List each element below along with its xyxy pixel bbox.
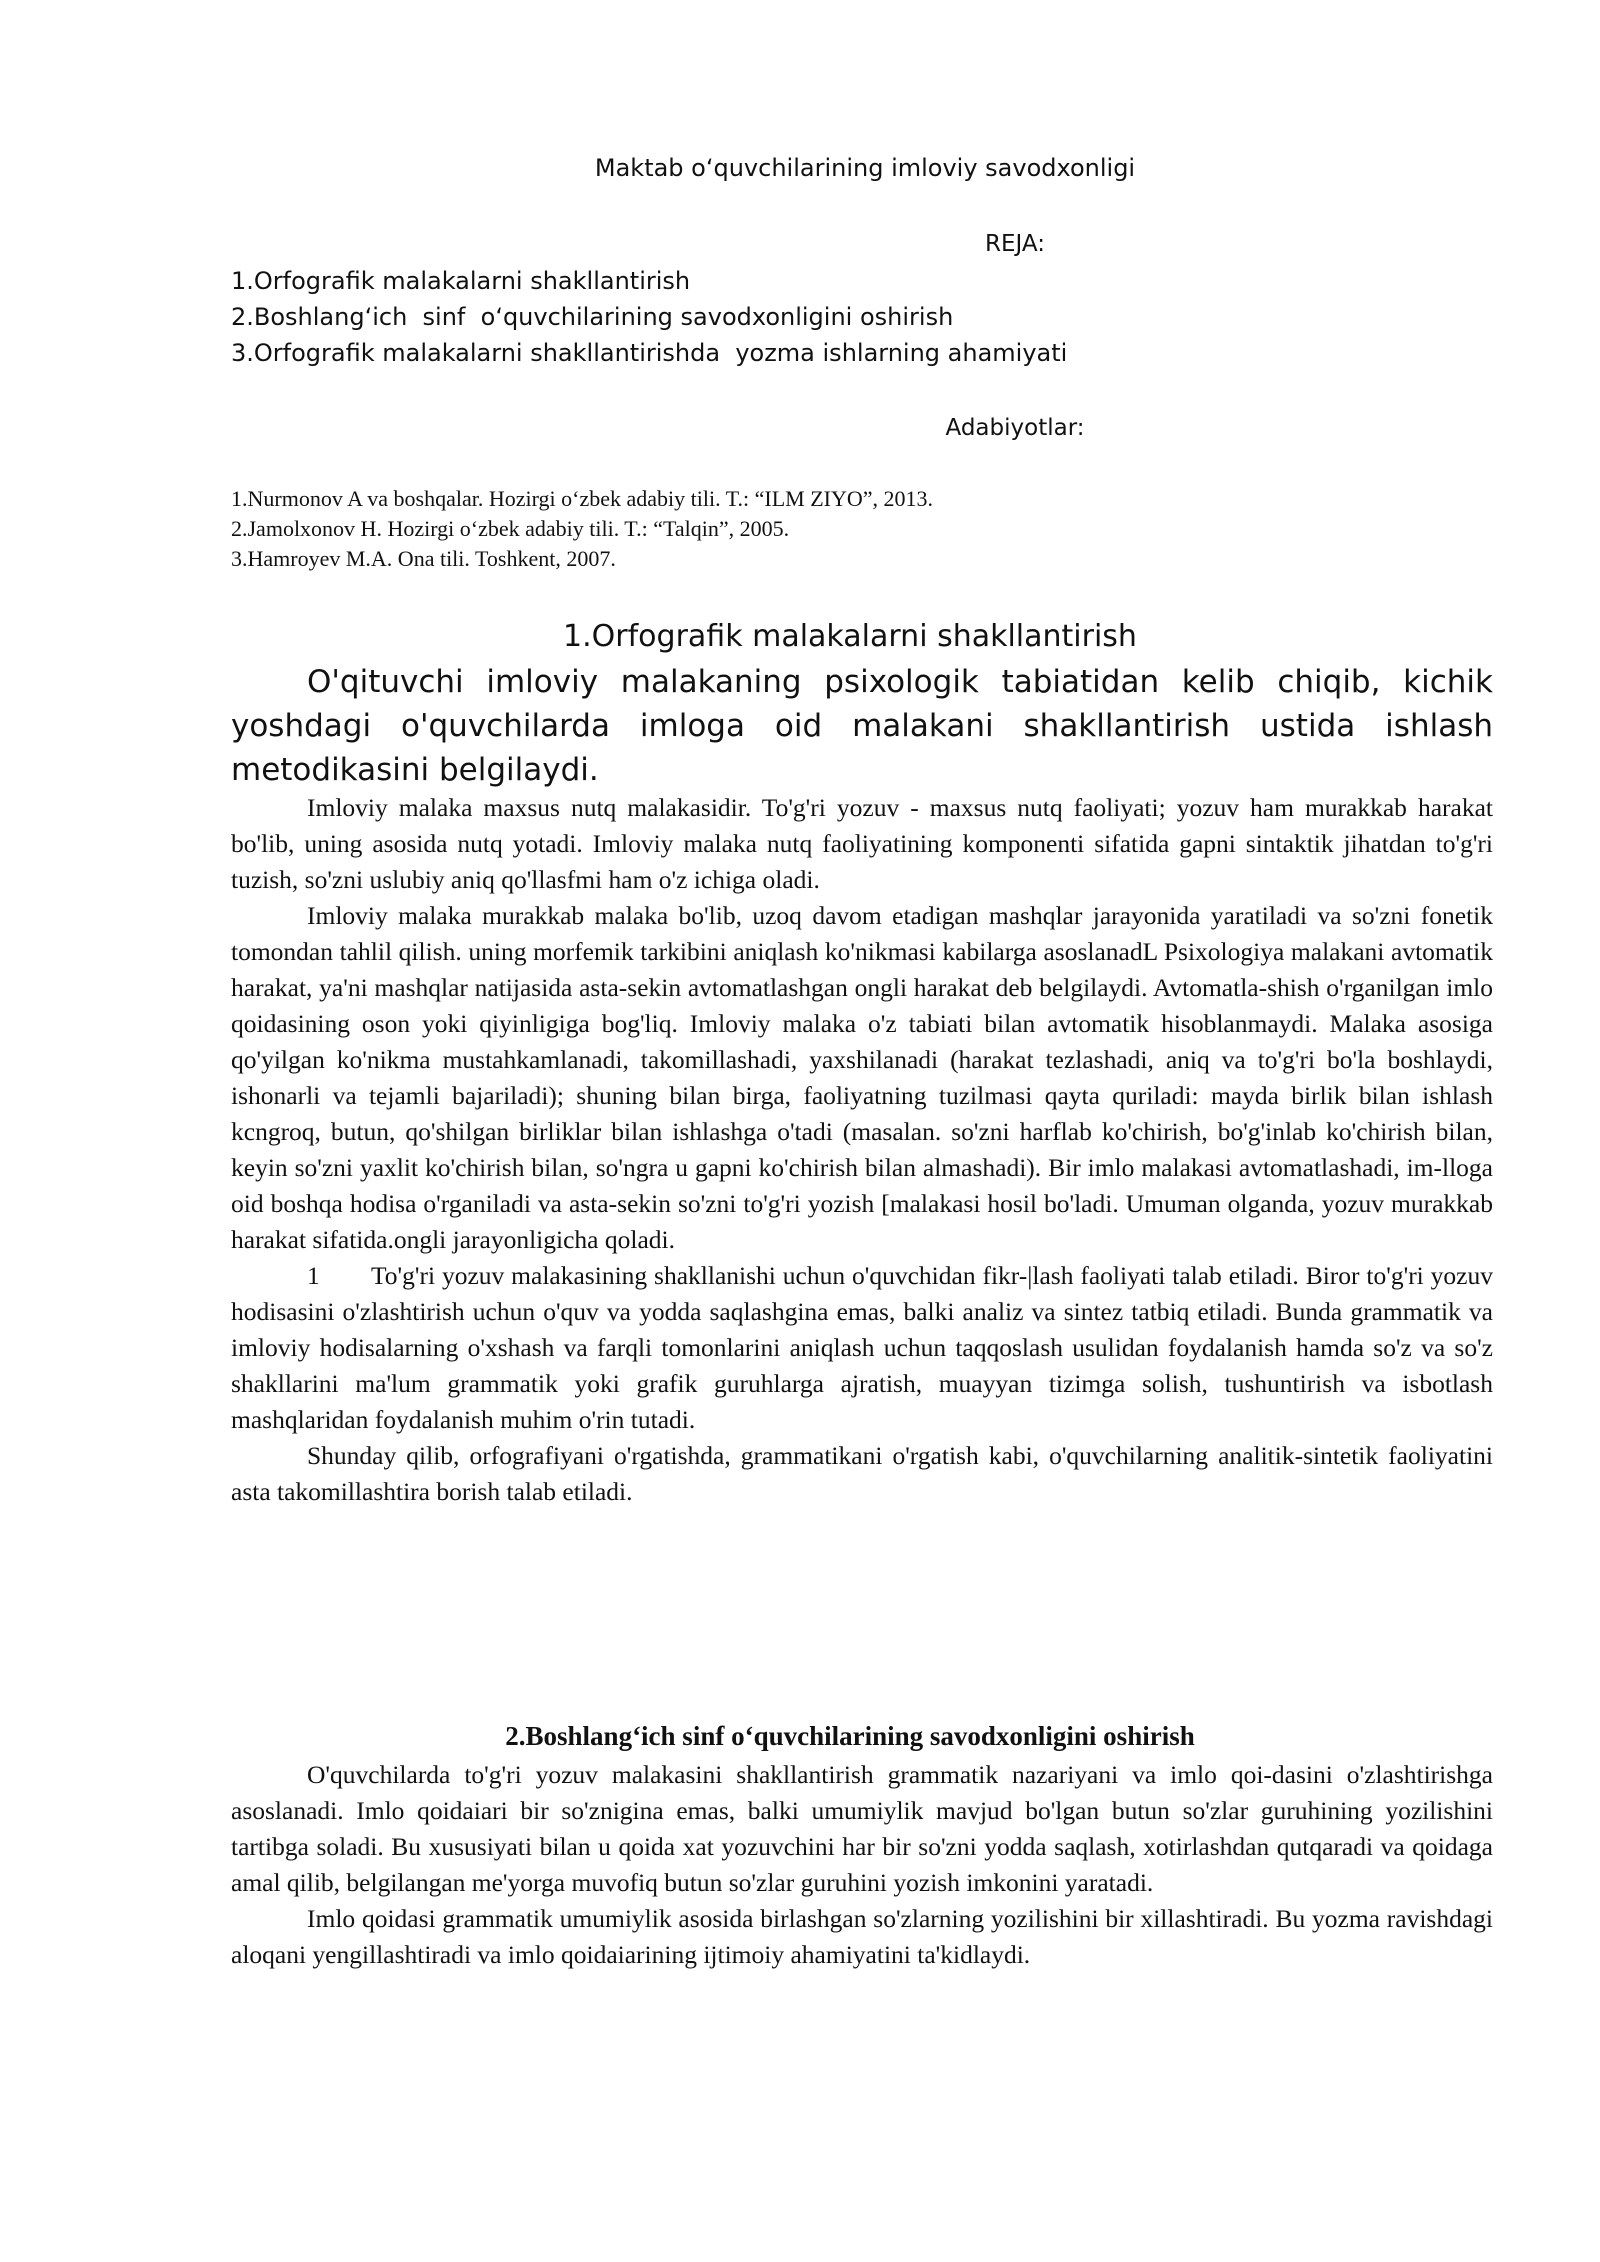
references-list — [231, 484, 1431, 574]
body-paragraph: O'quvchilarda to'g'ri yozuv malakasini shakllantirish grammatik nazariyani va imlo qoi-dasini o'zlashtirishga asoslanadi. Imlo qoidaiari bir so'znigina emas, balki umumiylik mavjud bo'lgan butun so'zlar guruhining yozilishini tartibga soladi. Bu xususiyati bilan u qoida xat yozuvchini har bir so'zni yodda saqlash, xotirlashdan qutqaradi va qoidaga amal qilib, belgilangan me'yorga muvofiq butun so'zlar guruhini yozish imkonini yaratadi. — [231, 1760, 1493, 1897]
plan-heading: REJA: — [985, 231, 1045, 257]
plan-item: 3.Orfografik malakalarni shakllantirishda yozma ishlarning ahamiyati — [231, 339, 1068, 367]
body-paragraph: Imloviy malaka murakkab malaka bo'lib, uzoq davom etadigan mashqlar jarayonida yaratiladi va so'zni fonetik tomondan tahlil qilish. uning morfemik tarkibini aniqlash ko'nikmasi kabilarga asoslanadL Psixologiya malakani avtomatik harakat, ya'ni mashqlar natijasida asta-sekin avtomatlashgan ongli harakat deb belgilaydi. Avtomatla-shish o'rganilgan imlo qoidasining oson yoki qiyinligiga bog'liq. Imloviy malaka o'z tabiati bilan avtomatik hisoblanmaydi. Malaka asosiga qo'yilgan ko'nikma mustahkamlanadi, takomillashadi, yaxshilanadi (harakat tezlashadi, aniq va to'g'ri bo'la boshlaydi, ishonarli va tejamli bajariladi); shuning bilan birga, faoliyatning tuzilmasi qayta quriladi: mayda birlik bilan ishlash kcngroq, butun, qo'shilgan birliklar bilan ishlashga o'tadi (masalan. so'zni harflab ko'chirish, bo'g'inlab ko'chirish bilan, keyin so'zni yaxlit ko'chirish bilan, so'ngra u gapni ko'chirish bilan almashadi). Bir imlo malakasi avtomatlashadi, im-lloga oid boshqa hodisa o'rganiladi va asta-sekin so'zni to'g'ri yozish [malakasi hosil bo'ladi. Umuman olganda, yozuv murakkab harakat sifatida.ongli jarayonligicha qoladi. — [231, 901, 1493, 1254]
document-title: Maktab o‘quvchilarining imloviy savodxonligi — [594, 154, 1136, 182]
reference-item: 1.Nurmonov A va boshqalar. Hozirgi o‘zbek adabiy tili. T.: “ILM ZIYO”, 2013. — [231, 486, 934, 511]
body-paragraph: Shunday qilib, orfografiyani o'rgatishda, grammatikani o'rgatish kabi, o'quvchilarning analitik-sintetik faoliyatini asta takomillashtira borish talab etiladi. — [231, 1441, 1493, 1506]
plan-item: 2.Boshlang‘ich sinf o‘quvchilarining savodxonligini oshirish — [231, 303, 954, 331]
section-2-title: 2.Boshlang‘ich sinf o‘quvchilarining savodxonligini oshirish — [505, 1721, 1195, 1751]
references-heading: Adabiyotlar: — [945, 415, 1085, 441]
plan-list — [231, 263, 1431, 371]
body-paragraph: Imlo qoidasi grammatik umumiylik asosida birlashgan so'zlarning yozilishini bir xillashtiradi. Bu yozma ravishdagi aloqani yengillashtiradi va imlo qoidaiarining ijtimoiy ahamiyatini ta'kidlaydi. — [231, 1904, 1493, 1969]
section-1-title: 1.Orfografik malakalarni shakllantirish — [563, 619, 1137, 654]
section-1-body — [231, 790, 1493, 1510]
body-paragraph: Imloviy malaka maxsus nutq malakasidir. To'g'ri yozuv - maxsus nutq faoliyati; yozuv ham murakkab harakat bo'lib, uning asosida nutq yotadi. Imloviy malaka nutq faoliyatining komponenti sifatida gapni sintaktik jihatdan to'g'ri tuzish, so'zni uslubiy aniq qo'llasfmi ham o'z ichiga oladi. — [231, 793, 1493, 894]
paragraph-number: 1 — [307, 1261, 320, 1290]
numbered-paragraph-text: To'g'ri yozuv malakasining shakllanishi uchun o'quvchidan fikr-|lash faoliyati talab etiladi. Biror to'g'ri yozuv hodisasini o'zlashtirish uchun o'quv va yodda saqlashgina emas, balki analiz va sintez tatbiq etiladi. Bunda grammatik va imloviy hodisalarning o'xshash va farqli tomonlarini aniqlash uchun taqqoslash usulidan foydalanish hamda so'z va so'z shakllarini ma'lum grammatik yoki grafik guruhlarga ajratish, muayyan tizimga solish, tushuntirish va isbotlash mashqlaridan foydalanish muhim o'rin tutadi. — [231, 1261, 1493, 1434]
section-2-body — [231, 1757, 1493, 1973]
plan-item: 1.Orfografik malakalarni shakllantirish — [231, 267, 691, 295]
section-1-lead-paragraph: O'qituvchi imloviy malakaning psixologik tabiatidan kelib chiqib, kichik yoshdagi o'quvchilarda imloga oid malakani shakllantirish ustida ishlash metodikasini belgilaydi. — [231, 664, 1493, 788]
reference-item: 3.Hamroyev M.A. Ona tili. Toshkent, 2007. — [231, 546, 616, 571]
reference-item: 2.Jamolxonov H. Hozirgi o‘zbek adabiy tili. T.: “Talqin”, 2005. — [231, 516, 790, 541]
numbered-paragraph — [231, 1258, 1493, 1438]
